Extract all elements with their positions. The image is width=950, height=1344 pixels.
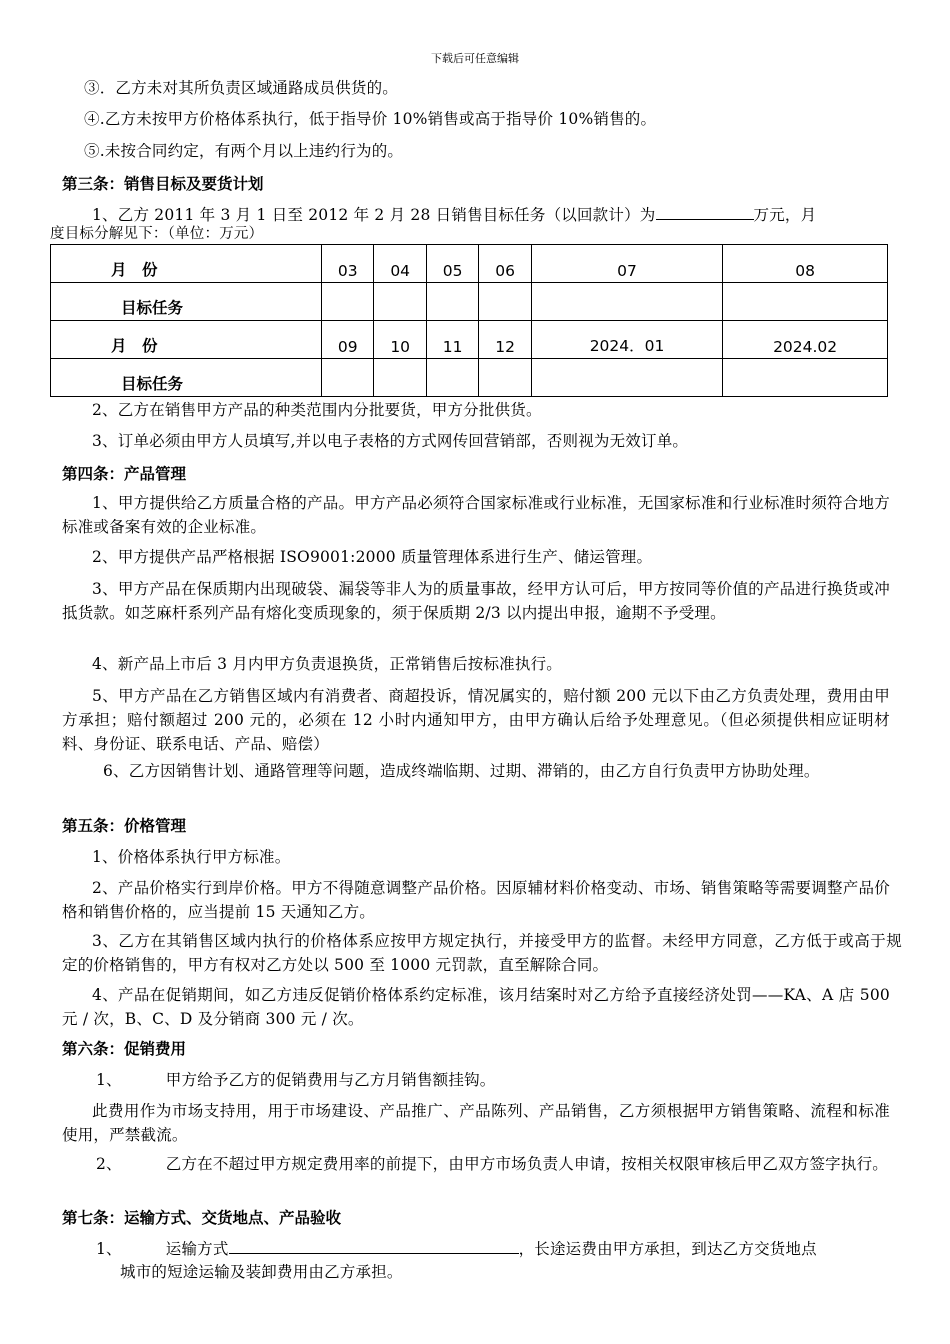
target-input-cell[interactable] [479,283,531,321]
section-5-para-4: 4、产品在促销期间，如乙方违反促销价格体系约定标准，该月结案时对乙方给予直接经济处罚——KA、A 店 500 元 / 次，B、C、D 及分销商 300 元 / 次。 [62,986,890,1028]
sales-target-unit: 万元，月 [753,206,817,224]
month-cell: 05 [426,245,478,283]
page-header: 下载后可任意编辑 [431,52,519,65]
target-input-cell[interactable] [322,359,374,397]
section-4-para-3: 3、甲方产品在保质期内出现破袋、漏袋等非人为的质量事故，经甲方认可后，甲方按同等价值的产品进行换货或冲抵货款。如芝麻杆系列产品有熔化变质现象的，须于保质期 2/3 以内提出申报，逾期不予受理。 [62,580,890,622]
section-7-para-1-cont: 城市的短途运输及装卸费用由乙方承担。 [120,1263,403,1281]
item-text: 甲方给予乙方的促销费用与乙方月销售额挂钩。 [165,1071,496,1089]
month-cell: 06 [479,245,531,283]
target-input-cell[interactable] [374,359,426,397]
section-4-para-6: 6、乙方因销售计划、通路管理等问题，造成终端临期、过期、滞销的，由乙方自行负责甲方协助处理。 [103,762,820,780]
target-input-cell[interactable] [531,359,722,397]
section-7-title: 第七条：运输方式、交货地点、产品验收 [62,1209,342,1227]
transport-method-blank[interactable] [229,1237,519,1254]
transport-text: ，长途运费由甲方承担，到达乙方交货地点 [518,1240,817,1258]
target-input-cell[interactable] [374,283,426,321]
section-4-title: 第四条：产品管理 [62,465,187,483]
table-row [51,283,888,321]
section-4-para-4: 4、新产品上市后 3 月内甲方负责退换货，正常销售后按标准执行。 [92,655,562,673]
sales-target-text: 1、乙方 2011 年 3 月 1 日至 2012 年 2 月 28 日销售目标任务（以回款计）为 [92,206,656,224]
month-cell: 09 [322,321,374,359]
item-text: 乙方在不超过甲方规定费用率的前提下，由甲方市场负责人申请，按相关权限审核后甲乙双方签字执行。 [165,1155,888,1173]
target-input-cell[interactable] [531,283,722,321]
section-3-title: 第三条：销售目标及要货计划 [62,175,264,193]
item-number: 1、 [96,1071,122,1089]
target-input-cell[interactable] [723,283,888,321]
target-input-cell[interactable] [426,283,478,321]
month-cell: 11 [426,321,478,359]
section-6-para-1 [96,1068,924,1092]
table-row [51,321,888,359]
month-cell: 08 [723,245,888,283]
section-7-para-1 [96,1237,924,1261]
section-5-para-2: 2、产品价格实行到岸价格。甲方不得随意调整产品价格。因原辅材料价格变动、市场、销售策略等需要调整产品价格和销售价格的，应当提前 15 天通知乙方。 [62,879,890,921]
month-cell: 07 [531,245,722,283]
month-label-cell: 月 份 [51,321,322,359]
section-6-title: 第六条：促销费用 [62,1040,187,1058]
month-cell: 04 [374,245,426,283]
target-label-cell: 目标任务 [51,359,322,397]
sales-target-blank[interactable] [656,203,754,220]
section-6-para-2 [96,1152,890,1176]
section-5-title: 第五条：价格管理 [62,817,187,835]
target-input-cell[interactable] [322,283,374,321]
month-cell: 03 [322,245,374,283]
section-4-para-1: 1、甲方提供给乙方质量合格的产品。甲方产品必须符合国家标准或行业标准，无国家标准和行业标准时须符合地方标准或备案有效的企业标准。 [62,494,890,536]
item-number: 1、 [96,1240,122,1258]
target-input-cell[interactable] [479,359,531,397]
month-label-cell: 月 份 [51,245,322,283]
section-5-para-3: 3、乙方在其销售区域内执行的价格体系应按甲方规定执行，并接受甲方的监督。未经甲方同意，乙方低于或高于规定的价格销售的，甲方有权对乙方处以 500 至 1000 元罚款，直至解除合同。 [62,932,902,974]
month-cell: 10 [374,321,426,359]
month-cell: 12 [479,321,531,359]
section-4-para-5: 5、甲方产品在乙方销售区域内有消费者、商超投诉，情况属实的，赔付额 200 元以下由乙方负责处理，费用由甲方承担；赔付额超过 200 元的，必须在 12 小时内通知甲方，由甲方确认后给予处理意见。（但必须提供相应证明材料、身份证、联系电话、产品、赔偿） [62,687,890,753]
section-4-para-2: 2、甲方提供产品严格根据 ISO9001:2000 质量管理体系进行生产、储运管理。 [92,548,653,566]
item-number: 2、 [96,1155,122,1173]
target-label-cell: 目标任务 [51,283,322,321]
section-3-para-2: 2、乙方在销售甲方产品的种类范围内分批要货，甲方分批供货。 [92,401,542,419]
section-6-para-1b: 此费用作为市场支持用，用于市场建设、产品推广、产品陈列、产品销售，乙方须根据甲方销售策略、流程和标准使用，严禁截流。 [62,1102,890,1144]
clause-item-5: ⑤.未按合同约定，有两个月以上违约行为的。 [84,142,404,160]
target-input-cell[interactable] [723,359,888,397]
section-5-para-1: 1、价格体系执行甲方标准。 [92,848,291,866]
section-3-para-3: 3、订单必须由甲方人员填写,并以电子表格的方式网传回营销部，否则视为无效订单。 [92,432,689,450]
table-row [51,359,888,397]
clause-item-4: ④.乙方未按甲方价格体系执行，低于指导价 10%销售或高于指导价 10%销售的。 [84,110,657,128]
clause-item-3: ③．乙方未对其所负责区域通路成员供货的。 [84,79,399,97]
target-input-cell[interactable] [426,359,478,397]
transport-label: 运输方式 [165,1240,229,1258]
monthly-target-note: 度目标分解见下：（单位：万元） [50,226,264,242]
month-cell: 2024.02 [723,321,888,359]
monthly-target-table [50,244,888,397]
table-row [51,245,888,283]
month-cell: 2024．01 [531,321,722,359]
